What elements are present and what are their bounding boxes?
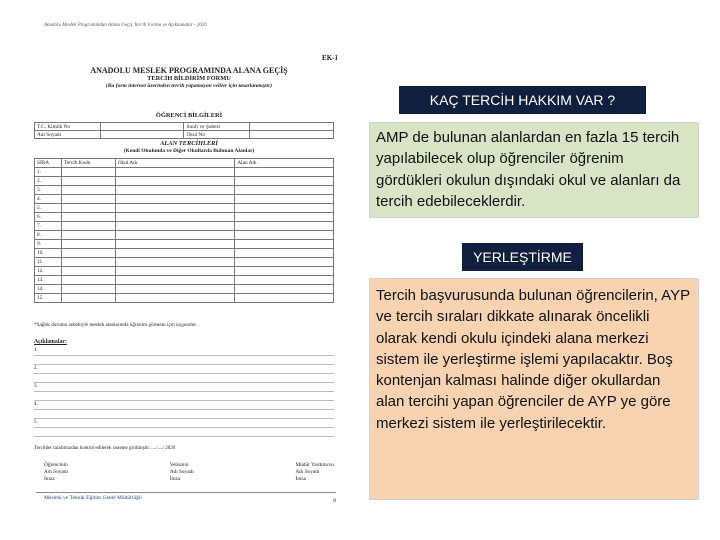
pref-row xyxy=(35,276,334,285)
signature xyxy=(44,462,68,483)
explanation-number: 1. xyxy=(34,348,38,353)
pref-header-cell: Okul Adı xyxy=(115,159,235,168)
pref-cell xyxy=(235,258,334,267)
pref-cell xyxy=(235,213,334,222)
explanation-line xyxy=(34,431,334,437)
pref-cell xyxy=(61,294,115,303)
pref-row xyxy=(35,177,334,186)
form-title: ANADOLU MESLEK PROGRAMINDA ALANA GEÇİŞ xyxy=(90,66,288,75)
explanation-line xyxy=(34,395,334,401)
pref-row-number: 4. xyxy=(35,195,62,204)
explanation-line xyxy=(34,422,334,428)
pref-row xyxy=(35,168,334,177)
student-cell: Sınıfı ve Şubesi xyxy=(184,123,250,131)
pref-row xyxy=(35,186,334,195)
pref-row xyxy=(35,258,334,267)
form-header-line: Anadolu Meslek Programından Alana Geçiş Tercih Formu ve Açıklamalar - 2020 xyxy=(44,23,207,28)
pref-row xyxy=(35,240,334,249)
pref-row-number: 6. xyxy=(35,213,62,222)
student-cell xyxy=(250,131,334,139)
pref-cell xyxy=(61,258,115,267)
pref-cell xyxy=(235,249,334,258)
pref-row-number: 13. xyxy=(35,276,62,285)
pref-cell xyxy=(115,195,235,204)
student-cell: T.C. Kimlik No xyxy=(35,123,101,131)
signature-line: Velisinin xyxy=(169,462,189,468)
signature-block xyxy=(44,462,334,483)
question-header: KAÇ TERCİH HAKKIM VAR ? xyxy=(399,86,646,114)
signature-line: İmza xyxy=(295,476,307,482)
pref-cell xyxy=(235,195,334,204)
pref-row-number: 5. xyxy=(35,204,62,213)
pref-cell xyxy=(235,186,334,195)
pref-cell xyxy=(61,285,115,294)
form-code: EK-1 xyxy=(322,54,338,62)
pref-cell xyxy=(115,267,235,276)
pref-section-title: ALAN TERCİHLERİ xyxy=(160,140,218,147)
signature-line: Öğrencinin xyxy=(44,462,68,468)
pref-section-subtitle: (Kendi Okulunda ve Diğer Okullarda Bulunan Alanlar) xyxy=(123,148,255,154)
pref-cell xyxy=(61,267,115,276)
tercih-form-document xyxy=(30,14,348,514)
pref-row-number: 7. xyxy=(35,222,62,231)
pref-cell xyxy=(115,186,235,195)
pref-row xyxy=(35,195,334,204)
pref-header-cell: Tercih Kodu xyxy=(61,159,115,168)
pref-row xyxy=(35,204,334,213)
pref-cell xyxy=(115,177,235,186)
pref-row xyxy=(35,213,334,222)
form-footer: Mesleki ve Teknik Eğitim Genel Müdürlüğü xyxy=(44,495,142,501)
pref-row xyxy=(35,294,334,303)
student-cell: Adı Soyadı xyxy=(35,131,101,139)
explanations-list xyxy=(34,350,334,440)
pref-cell xyxy=(115,294,235,303)
explanation-number: 3. xyxy=(34,384,38,389)
date-line: Tercihler tarafımızdan kontrol edilerek sisteme girilmiştir. ..../..../ 2020 xyxy=(34,446,176,451)
pref-header-cell: Alan Adı xyxy=(235,159,334,168)
pref-row xyxy=(35,267,334,276)
pref-row-number: 14. xyxy=(35,285,62,294)
pref-cell xyxy=(235,240,334,249)
pref-cell xyxy=(61,231,115,240)
pref-cell xyxy=(235,276,334,285)
pref-cell xyxy=(115,213,235,222)
pref-cell xyxy=(115,276,235,285)
student-row xyxy=(35,123,334,131)
pref-cell xyxy=(235,285,334,294)
pref-row-number: 12. xyxy=(35,267,62,276)
placement-box: Tercih başvurusunda bulunan öğrencilerin, AYP ve tercih sıraları dikkate alınarak öncelikli olarak kendi okulu içindeki alana merkezi sistem ile yerleştirme işlemi yapılacaktır. Boş kontenjan kalması halinde diğer okullardan alan tercihi yapan öğrenciler de AYP ye göre merkezi sistem ile yerleştirilecektir. xyxy=(369,278,699,500)
pref-cell xyxy=(61,249,115,258)
pref-row-number: 10. xyxy=(35,249,62,258)
student-section-title: ÖĞRENCİ BİLGİLERİ xyxy=(155,112,223,119)
pref-cell xyxy=(61,222,115,231)
signature-line: Müdür Yardımcısı xyxy=(295,462,334,468)
pref-row xyxy=(35,249,334,258)
pref-cell xyxy=(61,204,115,213)
pref-cell xyxy=(115,204,235,213)
student-cell: Okul No xyxy=(184,131,250,139)
student-cell xyxy=(100,123,184,131)
pref-cell xyxy=(235,267,334,276)
signature-line: İmza xyxy=(44,476,55,482)
pref-row-number: 8. xyxy=(35,231,62,240)
pref-cell xyxy=(115,222,235,231)
pref-cell xyxy=(61,186,115,195)
pref-cell xyxy=(61,276,115,285)
signature xyxy=(295,462,334,483)
pref-cell xyxy=(115,249,235,258)
pref-row-number: 2. xyxy=(35,177,62,186)
explanation-line xyxy=(34,413,334,419)
explanation-number: 4. xyxy=(34,402,38,407)
student-cell xyxy=(250,123,334,131)
explanation-line xyxy=(34,350,334,356)
answer-box: AMP de bulunan alanlardan en fazla 15 tercih yapılabilecek olup öğrenciler öğrenim gördükleri okulun dışındaki okul ve alanları da tercih edebileceklerdir. xyxy=(369,122,699,218)
pref-cell xyxy=(115,168,235,177)
pref-cell xyxy=(235,177,334,186)
student-info-table xyxy=(34,122,334,139)
pref-row-number: 9. xyxy=(35,240,62,249)
pref-row xyxy=(35,285,334,294)
placement-header: YERLEŞTİRME xyxy=(462,243,583,271)
pref-cell xyxy=(235,294,334,303)
health-note: *Sağlık durumu sebebiyle meslek alanlarında öğrenim görmem için uygundur. xyxy=(34,322,197,328)
student-row xyxy=(35,131,334,139)
pref-cell xyxy=(61,168,115,177)
pref-cell xyxy=(115,240,235,249)
explanation-number: 5. xyxy=(34,420,38,425)
signature-line: Adı Soyadı xyxy=(44,469,68,475)
explanation-line xyxy=(34,386,334,392)
pref-cell xyxy=(61,177,115,186)
explanations-title: Açıklamalar: xyxy=(34,339,67,345)
pref-cell xyxy=(235,168,334,177)
pref-row xyxy=(35,231,334,240)
pref-row-number: 11. xyxy=(35,258,62,267)
student-cell xyxy=(100,131,184,139)
pref-cell xyxy=(115,285,235,294)
pref-cell xyxy=(235,204,334,213)
pref-cell xyxy=(61,195,115,204)
pref-row-number: 15. xyxy=(35,294,62,303)
pref-row-number: 1. xyxy=(35,168,62,177)
explanation-line xyxy=(34,377,334,383)
explanation-line xyxy=(34,359,334,365)
form-note: (Bu form internet üzerinden tercih yapamayan veliler için tasarlanmıştır) xyxy=(105,83,273,89)
pref-cell xyxy=(115,231,235,240)
pref-row-number: 3. xyxy=(35,186,62,195)
signature-line: Adı Soyadı xyxy=(169,469,194,475)
signature-line: İmza xyxy=(169,476,181,482)
signature xyxy=(170,462,194,483)
page-number: 8 xyxy=(333,498,336,504)
pref-header-cell: SIRA xyxy=(35,159,62,168)
pref-cell xyxy=(61,240,115,249)
footer-divider xyxy=(36,492,336,493)
explanation-line xyxy=(34,404,334,410)
pref-cell xyxy=(115,258,235,267)
pref-cell xyxy=(61,213,115,222)
preferences-table xyxy=(34,158,334,303)
form-subtitle: TERCİH BİLDİRİM FORMU xyxy=(147,75,231,82)
explanation-number: 2. xyxy=(34,366,38,371)
pref-cell xyxy=(235,231,334,240)
pref-row xyxy=(35,222,334,231)
explanation-line xyxy=(34,368,334,374)
signature-line: Adı Soyadı xyxy=(295,469,320,475)
pref-cell xyxy=(235,222,334,231)
